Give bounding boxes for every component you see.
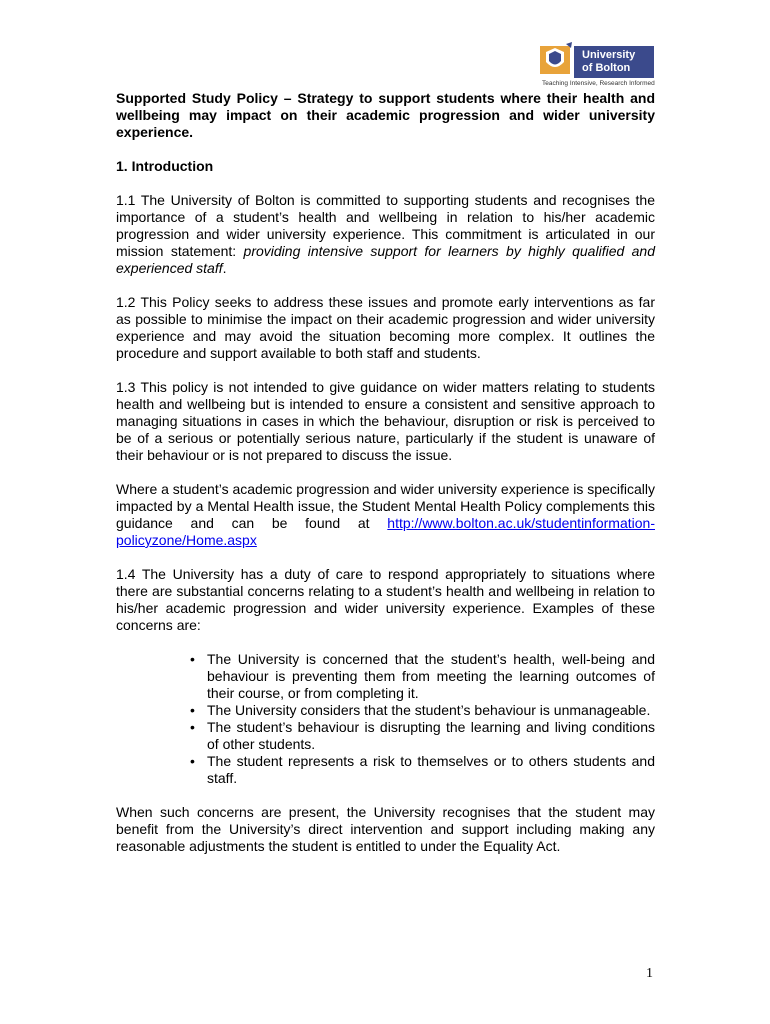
logo-line-2: of Bolton [582, 62, 631, 74]
page-number: 1 [646, 966, 653, 981]
bullet-icon: • [190, 719, 195, 735]
paragraph-1-1-end: . [222, 260, 227, 276]
paragraph-1-1 [116, 192, 655, 277]
bullet-icon: • [190, 702, 195, 718]
list-item-text: The University considers that the student’s behaviour is unmanageable. [207, 702, 651, 718]
bullet-icon: • [190, 753, 195, 769]
list-item [190, 753, 655, 787]
paragraph-1-4: 1.4 The University has a duty of care to respond appropriately to situations where there are substantial concerns relating to a student’s health and wellbeing in relation to his/her academic progression and wider university experience. Examples of these concerns are: [116, 566, 655, 633]
list-item-text: The University is concerned that the student’s health, well-being and behaviour is preventing them from meeting the learning outcomes of their course, or from completing it. [207, 651, 655, 701]
mission-statement: providing intensive support for learners by highly qualified and experienced staff [116, 243, 655, 276]
document-body [116, 90, 655, 855]
document-title: Supported Study Policy – Strategy to support students where their health and wellbeing may impact on their academic progression and wider university experience. [116, 90, 655, 140]
list-item-text: The student represents a risk to themselves or to others students and staff. [207, 753, 655, 786]
list-item [190, 702, 655, 719]
university-logo [538, 42, 656, 90]
section-heading-introduction: 1. Introduction [116, 158, 214, 174]
policy-zone-link[interactable]: http://www.bolton.ac.uk/studentinformation-policyzone/Home.aspx [116, 515, 655, 548]
list-item [190, 651, 655, 702]
logo-tagline: Teaching Intensive, Research Informed [542, 80, 655, 87]
list-item [190, 719, 655, 753]
paragraph-1-3: 1.3 This policy is not intended to give guidance on wider matters relating to students health and wellbeing but is intended to ensure a consistent and sensitive approach to managing situations in cases in which the behaviour, disruption or risk is perceived to be of a serious or potentially serious nature, particularly if the student is unaware of their behaviour or is not prepared to discuss the issue. [116, 379, 655, 463]
bolton-crest-icon [538, 42, 574, 76]
bullet-icon: • [190, 651, 195, 667]
concerns-list [116, 651, 655, 787]
list-item-text: The student’s behaviour is disrupting the learning and living conditions of other students. [207, 719, 655, 752]
paragraph-mental-health [116, 481, 655, 549]
paragraph-1-2: 1.2 This Policy seeks to address these issues and promote early interventions as far as possible to minimise the impact on their academic progression and wider university experience and may avoid the situation becoming more complex. It outlines the procedure and support available to both staff and students. [116, 294, 655, 361]
paragraph-1-1-text: 1.1 The University of Bolton is committed to supporting students and recognises the importance of a student’s health and wellbeing in relation to his/her academic progression and wider university experience. This commitment is articulated in our mission statement: [116, 192, 655, 259]
logo-line-1: University [582, 49, 636, 61]
paragraph-mental-health-text: Where a student’s academic progression and wider university experience is specifically impacted by a Mental Health issue, the Student Mental Health Policy complements this guidance and can be found at [116, 481, 655, 531]
paragraph-final: When such concerns are present, the University recognises that the student may benefit from the University’s direct intervention and support including making any reasonable adjustments the student is entitled to under the Equality Act. [116, 804, 655, 854]
logo-wordmark [574, 46, 654, 78]
